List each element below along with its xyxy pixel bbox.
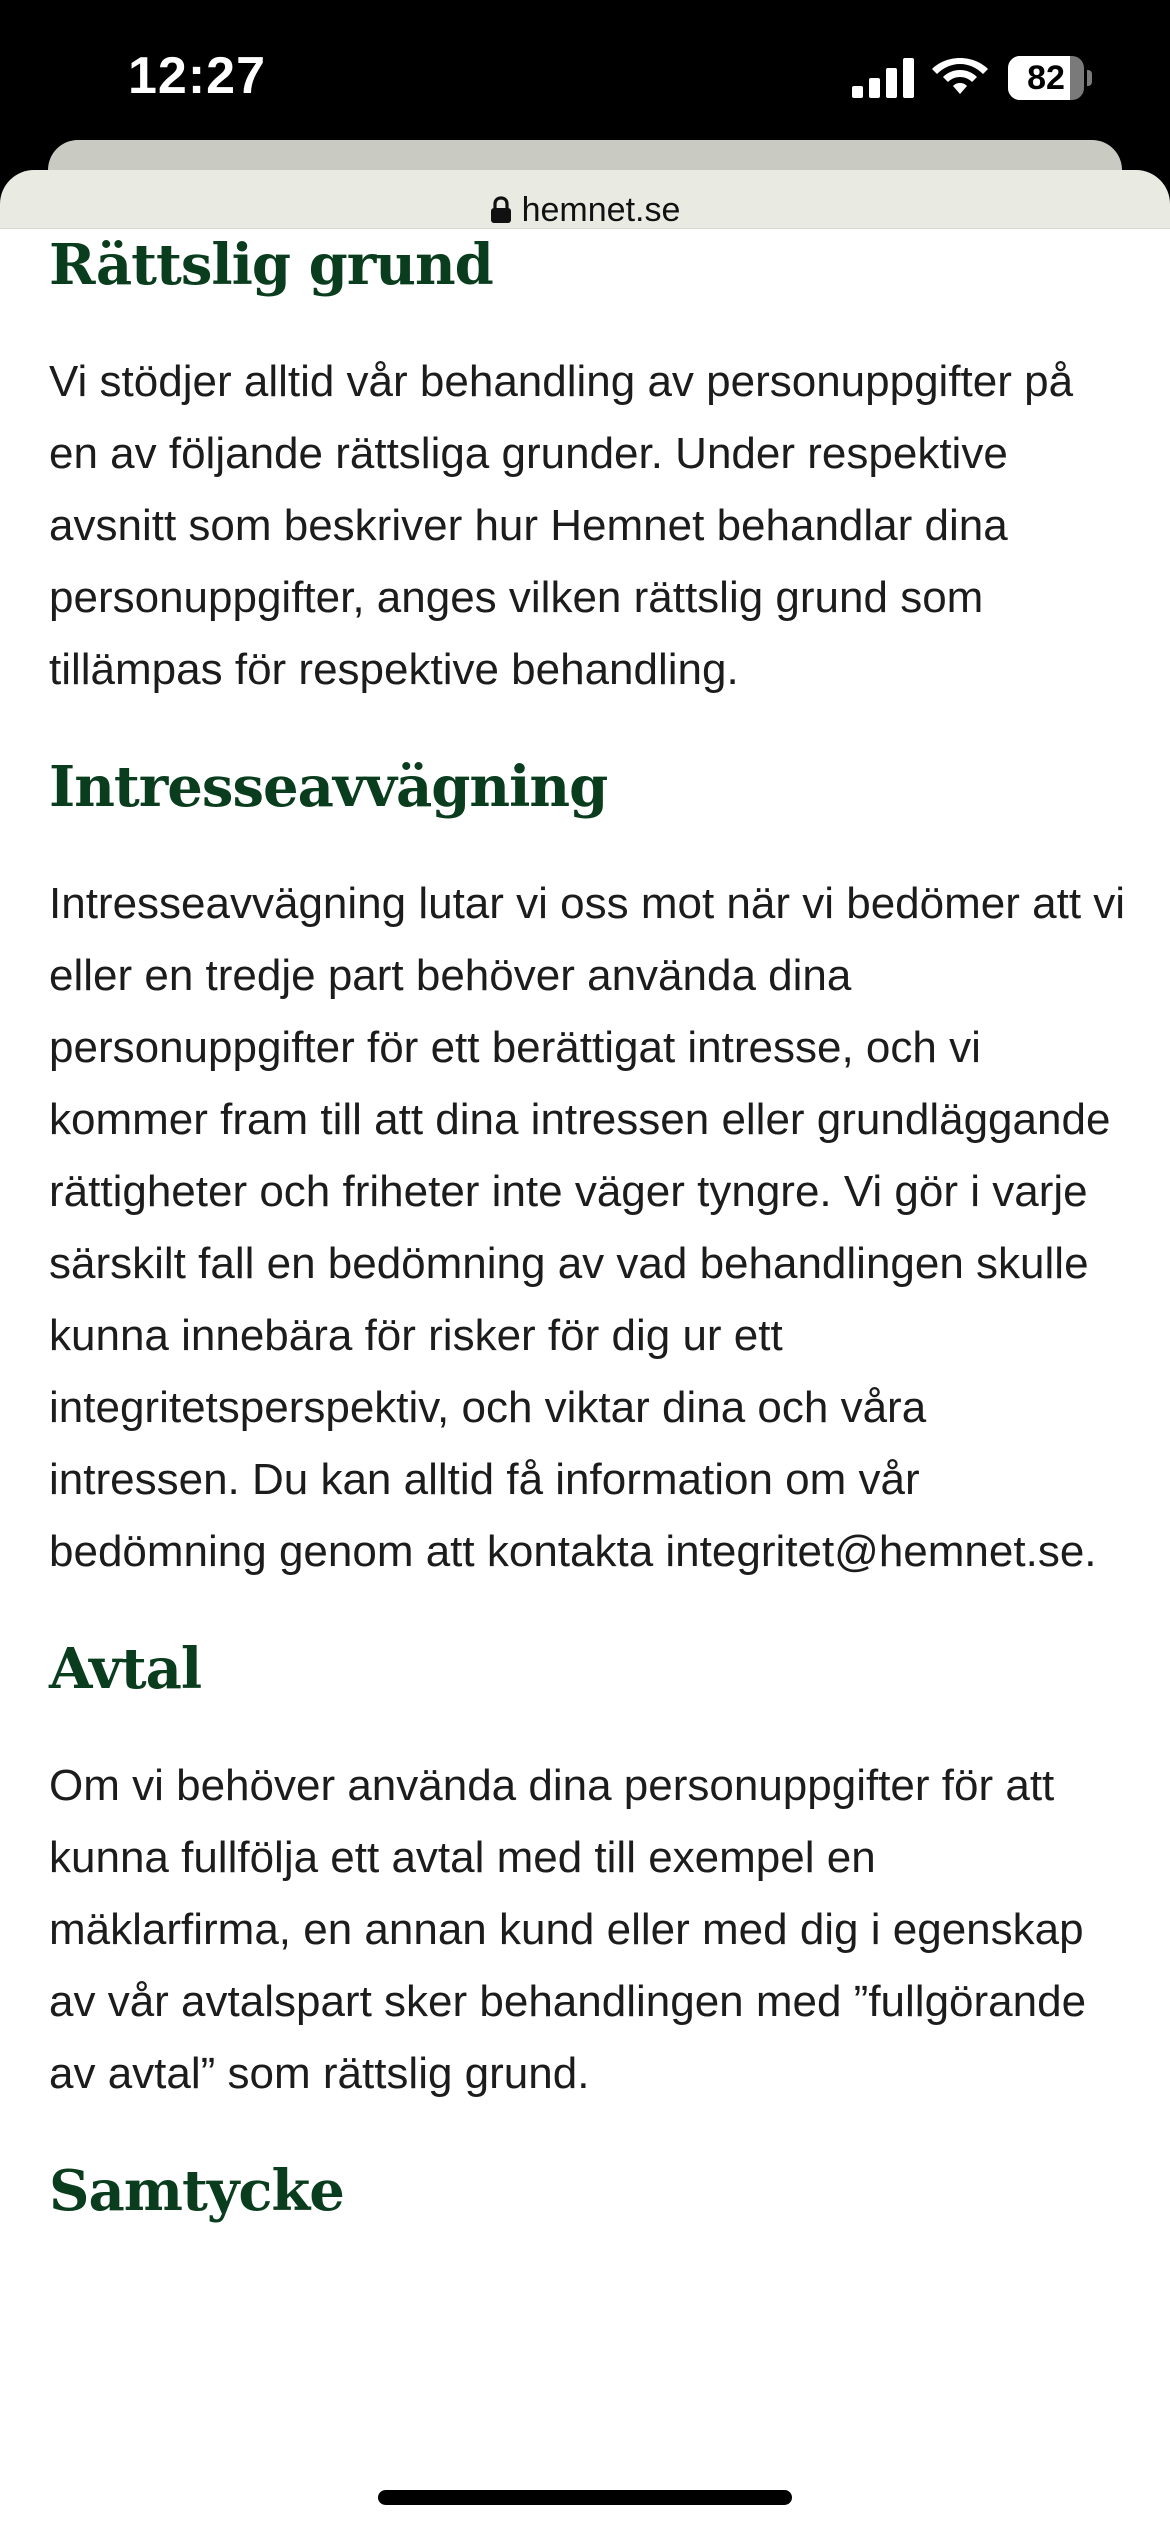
article-content xyxy=(49,229,1129,2227)
status-time: 12:27 xyxy=(128,47,266,105)
battery-indicator xyxy=(1008,56,1092,100)
heading-samtycke: Samtycke xyxy=(49,2158,344,2224)
heading-avtal: Avtal xyxy=(49,1636,202,1702)
paragraph-rattslig-grund: Vi stödjer alltid vår behandling av personuppgifter på en av följande rättsliga grunder. Under respektive avsnitt som beskriver hur Hemnet behandlar dina personuppgifter, anges vilken rättslig grund som tillämpas för respektive behandling. xyxy=(49,357,1074,694)
paragraph-avtal: Om vi behöver använda dina personuppgifter för att kunna fullfölja ett avtal med till exempel en mäklarfirma, en annan kund eller med dig i egenskap av vår avtalspart sker behandlingen med ”fullgörande av avtal” som rättslig grund. xyxy=(49,1761,1087,2098)
paragraph-intresseavvagning: Intresseavvägning lutar vi oss mot när vi bedömer att vi eller en tredje part behöver använda dina personuppgifter för ett berättigat intresse, och vi kommer fram till att dina intressen eller grundläggande rättigheter och friheter inte väger tyngre. Vi gör i varje särskilt fall en bedömning av vad behandlingen skulle kunna innebära för risker för dig ur ett integritetsperspektiv, och viktar dina och våra intressen. Du kan alltid få information om vår bedömning genom att kontakta integritet@hemnet.se. xyxy=(49,879,1126,1576)
heading-rattslig-grund: Rättslig grund xyxy=(49,232,493,298)
wifi-icon xyxy=(932,52,988,96)
lock-icon xyxy=(490,196,512,224)
url-display[interactable] xyxy=(0,192,1170,228)
heading-intresseavvagning: Intresseavvägning xyxy=(49,754,608,820)
url-text: hemnet.se xyxy=(521,191,681,229)
battery-cap xyxy=(1087,70,1092,86)
cellular-signal-icon xyxy=(852,58,914,98)
browser-url-bar[interactable] xyxy=(0,170,1170,229)
home-indicator[interactable] xyxy=(378,2490,792,2505)
battery-level: 82 xyxy=(1027,59,1065,97)
battery-body xyxy=(1008,56,1084,100)
